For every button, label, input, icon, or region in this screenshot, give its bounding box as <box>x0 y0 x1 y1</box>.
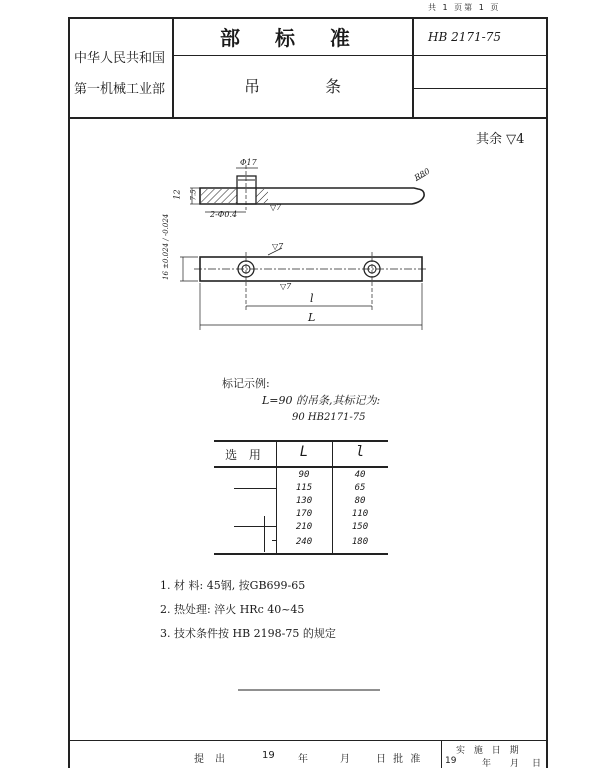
footer-year-label2: 年 <box>482 759 492 769</box>
dim-7-5: 7.5 <box>189 189 198 201</box>
org-line1: 中华人民共和国 <box>74 51 166 66</box>
dim-height: 12 <box>172 189 182 200</box>
table-header-L: L <box>299 444 309 460</box>
table-cell-l: 180 <box>351 537 369 547</box>
top-view <box>180 248 428 330</box>
org-line2: 第一机械工业部 <box>74 82 166 97</box>
table-cell-l: 80 <box>354 496 366 506</box>
dim-r80: R80 <box>412 166 432 183</box>
footer-month-label2: 月 <box>510 759 520 769</box>
note-1: 1. 材 料: 45钢, 按GB699-65 <box>160 579 306 592</box>
roughness-note: 其余 ▽4 <box>476 132 525 147</box>
footer-day-label2: 日 <box>532 759 542 769</box>
dim-hole: 2-Φ0.4 <box>210 210 238 219</box>
part-name: 吊 条 <box>244 77 372 96</box>
marking-title: 标记示例: <box>222 377 270 390</box>
table-header-select: 选 用 <box>225 448 265 462</box>
footer-approved: 日 批 准 <box>376 754 423 765</box>
footer-proposed: 提 出 <box>194 754 230 765</box>
marking-line1: L=90 的吊条,其标记为: <box>262 394 381 407</box>
table-cell-l: 65 <box>354 483 366 493</box>
dim-thickness: 16 ±0.024 / -0.024 <box>162 213 170 280</box>
footer-month-label1: 月 <box>340 754 350 765</box>
table-header-l: l <box>355 444 365 460</box>
table-cell-L: 240 <box>295 537 313 547</box>
table-cell-L: 115 <box>295 483 313 493</box>
roughness-mark-1: ▽7 <box>270 203 282 212</box>
dim-L: L <box>308 311 316 324</box>
side-view <box>190 165 426 212</box>
roughness-mark-2: ▽7 <box>272 242 284 251</box>
dim-phi17: Φ17 <box>240 158 257 167</box>
table-cell-L: 210 <box>295 522 313 532</box>
table-cell-L: 170 <box>295 509 313 519</box>
footer-year1: 19 <box>262 750 275 761</box>
standard-type: 部 标 准 <box>220 26 364 50</box>
footer-year2: 19 <box>445 756 457 766</box>
footer-year-label1: 年 <box>298 754 308 765</box>
table-cell-l: 110 <box>351 509 369 519</box>
roughness-mark-3: ▽7 <box>280 282 292 291</box>
table-cell-L: 130 <box>295 496 313 506</box>
table-cell-l: 40 <box>354 470 366 480</box>
selection-table <box>214 440 388 555</box>
note-3: 3. 技术条件按 HB 2198-75 的规定 <box>160 627 336 640</box>
dim-l: l <box>310 292 314 305</box>
standard-no: HB 2171-75 <box>428 30 501 44</box>
page-marker: 共 1 页第 1 页 <box>428 3 501 12</box>
footer-impl-title: 实 施 日 期 <box>456 746 522 756</box>
table-cell-L: 90 <box>298 470 310 480</box>
marking-line2: 90 HB2171-75 <box>292 412 366 423</box>
note-2: 2. 热处理: 淬火 HRc 40~45 <box>160 603 305 616</box>
table-cell-l: 150 <box>351 522 369 532</box>
